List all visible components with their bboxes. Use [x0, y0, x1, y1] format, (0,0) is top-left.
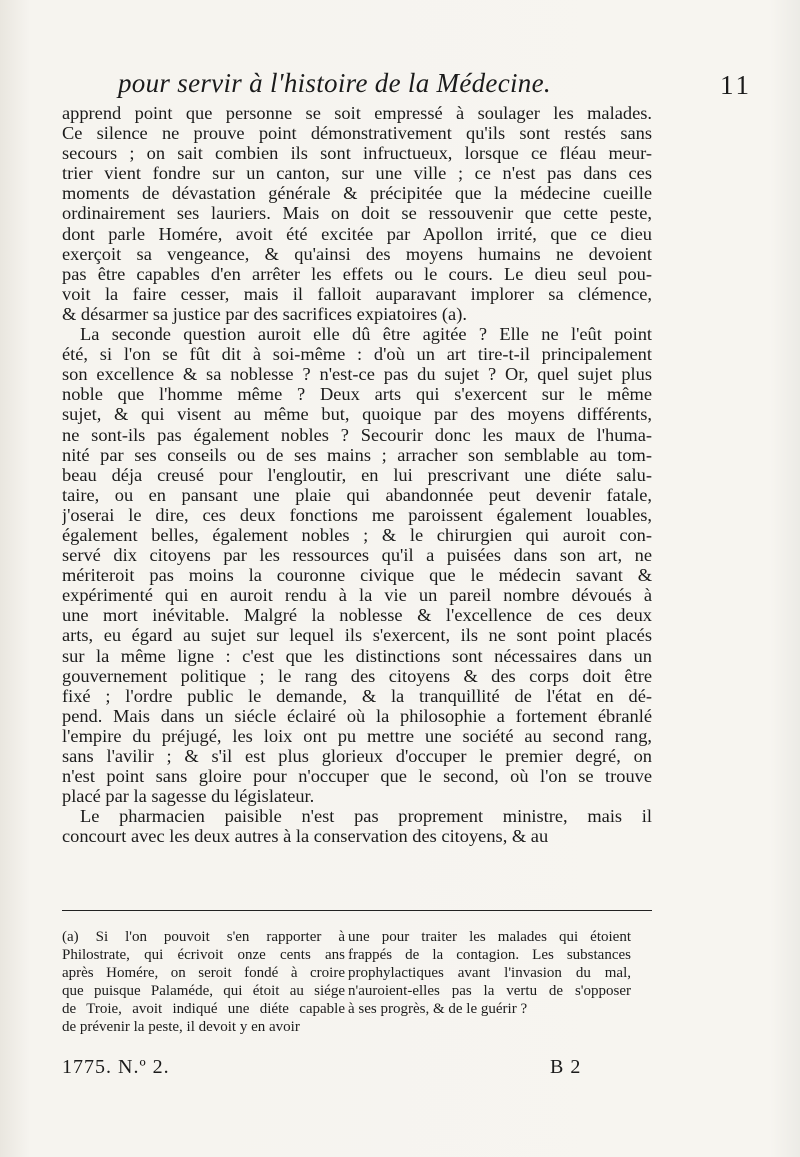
text-line: dont parle Homére, avoit été excitée par Apollon irrité, que ce dieu — [62, 223, 652, 244]
footnote-line: que puisque Palaméde, qui étoit au siége — [62, 983, 345, 999]
text-line: pend. Mais dans un siécle éclairé où la philosophie a fortement ébranlé — [62, 705, 652, 726]
page-number: 11 — [720, 70, 752, 100]
footnote-line: prophylactiques avant l'invasion du mal, — [348, 965, 631, 981]
footnote-right-column — [348, 928, 631, 1018]
text-line: moments de dévastation générale & précipitée que la médecine cueille — [62, 183, 652, 204]
text-line: expérimenté qui en auroit rendu à la vie un pareil nombre dévoués à — [62, 585, 652, 606]
text-line: sur la même ligne : c'est que les distinctions sont nécessaires dans un — [62, 645, 652, 666]
gathering-mark: B 2 — [550, 1056, 582, 1078]
footnote-line: une pour traiter les malades qui étoient — [348, 929, 631, 945]
footnote-left-column — [62, 928, 345, 1036]
footnote-line: (a) Si l'on pouvoit s'en rapporter à — [62, 929, 345, 945]
text-line: ordinairement ses lauriers. Mais on doit se ressouvenir que cette peste, — [62, 203, 652, 224]
text-line: placé par la sagesse du législateur. — [62, 786, 315, 807]
text-line: mériteroit pas moins la couronne civique que le médecin savant & — [62, 565, 652, 586]
text-line: fixé ; l'ordre public le demande, & la tranquillité de l'état en dé- — [62, 685, 652, 706]
text-line: concourt avec les deux autres à la conservation des citoyens, & au — [62, 826, 549, 847]
text-line: exerçoit sa vengeance, & qu'ainsi des moyens humains ne devoient — [62, 243, 652, 264]
footnote-line: après Homére, on seroit fondé à croire — [62, 965, 345, 981]
text-line: été, si l'on se fût dit à soi-même : d'où un art tire-t-il principalement — [62, 344, 652, 365]
text-line: beau déja creusé pour l'engloutir, en lui prescrivant une diéte salu- — [62, 464, 652, 485]
footnote-line: frappés de la contagion. Les substances — [348, 947, 631, 963]
text-line: La seconde question auroit elle dû être agitée ? Elle ne l'eût point — [80, 324, 652, 345]
text-line: Ce silence ne prouve point démonstrativement qu'ils sont restés sans — [62, 123, 652, 144]
text-line: arts, eu égard au sujet sur lequel ils s'exercent, ils ne sont point placés — [62, 625, 652, 646]
signature-mark: 1775. N.º 2. — [62, 1056, 170, 1078]
footnote-line: à ses progrès, & de le guérir ? — [348, 1001, 528, 1017]
text-line: nité par ses conseils ou de ses mains ; arracher son semblable au tom- — [62, 444, 652, 465]
text-line: j'oserai le dire, ces deux fonctions me paroissent également louables, — [62, 504, 652, 525]
text-line: apprend point que personne se soit empressé à soulager les malades. — [62, 103, 652, 123]
text-line: & désarmer sa justice par des sacrifices expiatoires (a). — [62, 303, 467, 324]
text-line: gouvernement politique ; le rang des citoyens & des corps doit être — [62, 665, 652, 686]
text-line: sans l'avilir ; & s'il est plus glorieux d'occuper le premier degré, on — [62, 746, 652, 766]
footnote-line: n'auroient-elles pas la vertu de s'opposer — [348, 983, 631, 999]
text-line: son excellence & sa noblesse ? n'est-ce pas du sujet ? Or, quel sujet plus — [62, 364, 652, 385]
text-line: secours ; on sait combien ils sont infructueux, lorsque ce fléau meur- — [62, 143, 652, 164]
text-line: également belles, également nobles ; & le chirurgien qui auroit con- — [62, 524, 652, 545]
text-line: l'empire du préjugé, les loix ont pu mettre une société au second rang, — [62, 725, 652, 746]
footnote-line: de prévenir la peste, il devoit y en avoir — [62, 1019, 300, 1035]
text-line: une mort inévitable. Malgré la noblesse & l'excellence de ces deux — [62, 605, 652, 626]
footnote-rule — [62, 910, 652, 911]
text-line: sujet, & qui visent au même but, quoique par des moyens différents, — [62, 404, 652, 425]
text-line: Le pharmacien paisible n'est pas proprement ministre, mais il — [80, 806, 652, 827]
text-line: servé dix citoyens par les ressources qu'il a puisées dans son art, ne — [62, 545, 652, 566]
text-line: voit la faire cesser, mais il falloit auparavant implorer sa clémence, — [62, 283, 652, 304]
footnote-line: de Troie, avoit indiqué une diéte capable — [62, 1001, 345, 1017]
text-line: trier vient fondre sur un canton, sur une ville ; ce n'est pas dans ces — [62, 163, 652, 184]
text-line: n'est point sans gloire pour n'occuper que le second, où l'on se trouve — [62, 766, 652, 787]
text-line: noble que l'homme même ? Deux arts qui s'exercent sur le même — [62, 384, 652, 405]
running-head: pour servir à l'histoire de la Médecine. — [118, 68, 551, 98]
main-text — [62, 103, 652, 846]
text-line: taire, ou en pansant une plaie qui abandonnée peut devenir fatale, — [62, 484, 652, 505]
footnote-line: Philostrate, qui écrivoit onze cents ans — [62, 947, 345, 963]
text-line: ne sont-ils pas également nobles ? Secourir donc les maux de l'huma- — [62, 424, 652, 445]
text-line: pas être capables d'en arrêter les effets ou le cours. Le dieu seul pou- — [62, 263, 652, 284]
